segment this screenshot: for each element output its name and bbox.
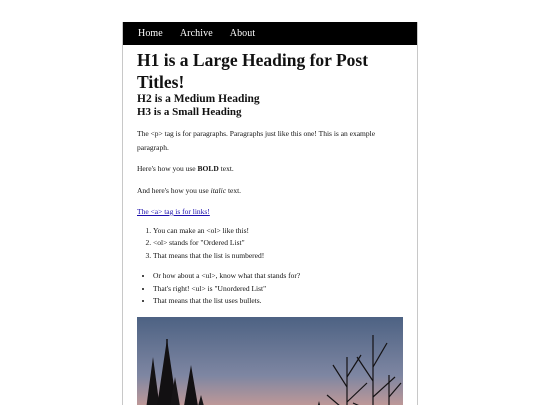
- heading-h3: H3 is a Small Heading: [137, 106, 242, 118]
- list-item: 1. You can make an <ol> like this!: [153, 225, 403, 238]
- list-item: 2. <ol> stands for "Ordered List": [153, 237, 403, 250]
- italic-word: italic: [210, 185, 227, 195]
- list-item: 3. That means that the list is numbered!: [153, 250, 403, 263]
- post-content: [123, 49, 417, 405]
- bold-suffix: text.: [218, 164, 234, 173]
- bold-prefix: Here's how you use: [137, 164, 198, 173]
- list-item: • That's right! <ul> is "Unordered List": [153, 283, 403, 296]
- nav-home-link[interactable]: Home: [138, 28, 163, 39]
- page-container: [122, 22, 418, 405]
- heading-h2: H2 is a Medium Heading: [137, 93, 260, 105]
- photo-svg: [137, 317, 403, 405]
- italic-suffix: text.: [226, 185, 242, 195]
- bold-word: BOLD: [197, 164, 219, 173]
- list-item: • That means that the list uses bullets.: [153, 295, 403, 308]
- ordered-list: [137, 225, 403, 263]
- italic-prefix: And here's how you use: [137, 185, 211, 195]
- bold-paragraph: [137, 162, 403, 176]
- unordered-list: [137, 270, 403, 308]
- list-item: • Or how about a <ul>, know what that stands for?: [153, 270, 403, 283]
- intro-paragraph: The <p> tag is for paragraphs. Paragraphs just like this one! This is an example paragraph.: [137, 129, 376, 152]
- top-nav: [123, 22, 417, 45]
- nav-about-link[interactable]: About: [229, 28, 256, 39]
- italic-paragraph: [137, 184, 403, 198]
- heading-h1: H1 is a Large Heading for Post Titles!: [137, 50, 369, 92]
- nav-archive-link[interactable]: Archive: [179, 28, 213, 39]
- example-link[interactable]: The <a> tag is for links!: [137, 207, 210, 216]
- sunset-forest-photo: [137, 317, 403, 405]
- link-paragraph: [137, 205, 403, 219]
